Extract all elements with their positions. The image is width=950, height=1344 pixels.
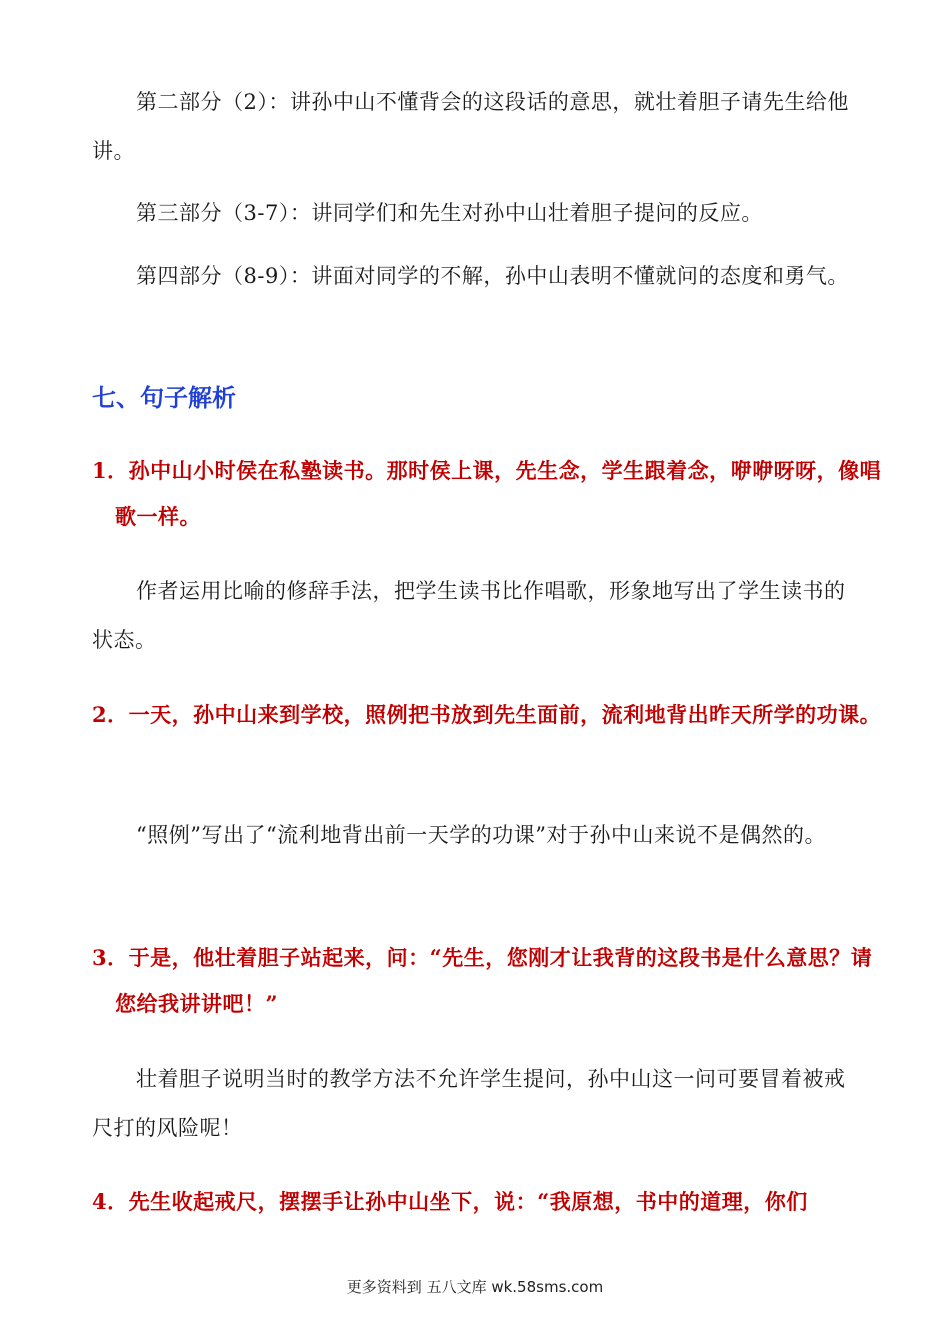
part-four-summary: 第四部分（8-9）：讲面对同学的不解，孙中山表明不懂就问的态度和勇气。 (136, 264, 849, 288)
part-two-summary: 第二部分（2）：讲孙中山不懂背会的这段话的意思，就壮着胆子请先生给他讲。 (92, 90, 849, 163)
sentence-1-quote: 1．孙中山小时侯在私塾读书。那时侯上课，先生念，学生跟着念，咿咿呀呀，像唱歌一样。 (92, 458, 882, 529)
sentence-2-analysis: “照例”写出了“流利地背出前一天学的功课”对于孙中山来说不是偶然的。 (136, 823, 826, 847)
sentence-4-quote: 4．先生收起戒尺，摆摆手让孙中山坐下，说：“我原想，书中的道理，你们 (92, 1189, 808, 1214)
sentence-1-analysis: 作者运用比喻的修辞手法，把学生读书比作唱歌，形象地写出了学生读书的状态。 (92, 579, 846, 652)
sentence-3-analysis: 壮着胆子说明当时的教学方法不允许学生提问，孙中山这一问可要冒着被戒尺打的风险呢！ (92, 1067, 846, 1140)
sentence-3-quote: 3．于是，他壮着胆子站起来，问：“先生，您刚才让我背的这段书是什么意思？请您给我讲讲吧！” (92, 945, 873, 1016)
page-footer: 更多资料到 五八文库 wk.58sms.com (346, 1278, 604, 1296)
sentence-2-quote: 2．一天，孙中山来到学校，照例把书放到先生面前，流利地背出昨天所学的功课。 (92, 702, 882, 727)
section-heading: 七、句子解析 (92, 384, 236, 412)
part-three-summary: 第三部分（3-7）：讲同学们和先生对孙中山壮着胆子提问的反应。 (136, 201, 763, 225)
